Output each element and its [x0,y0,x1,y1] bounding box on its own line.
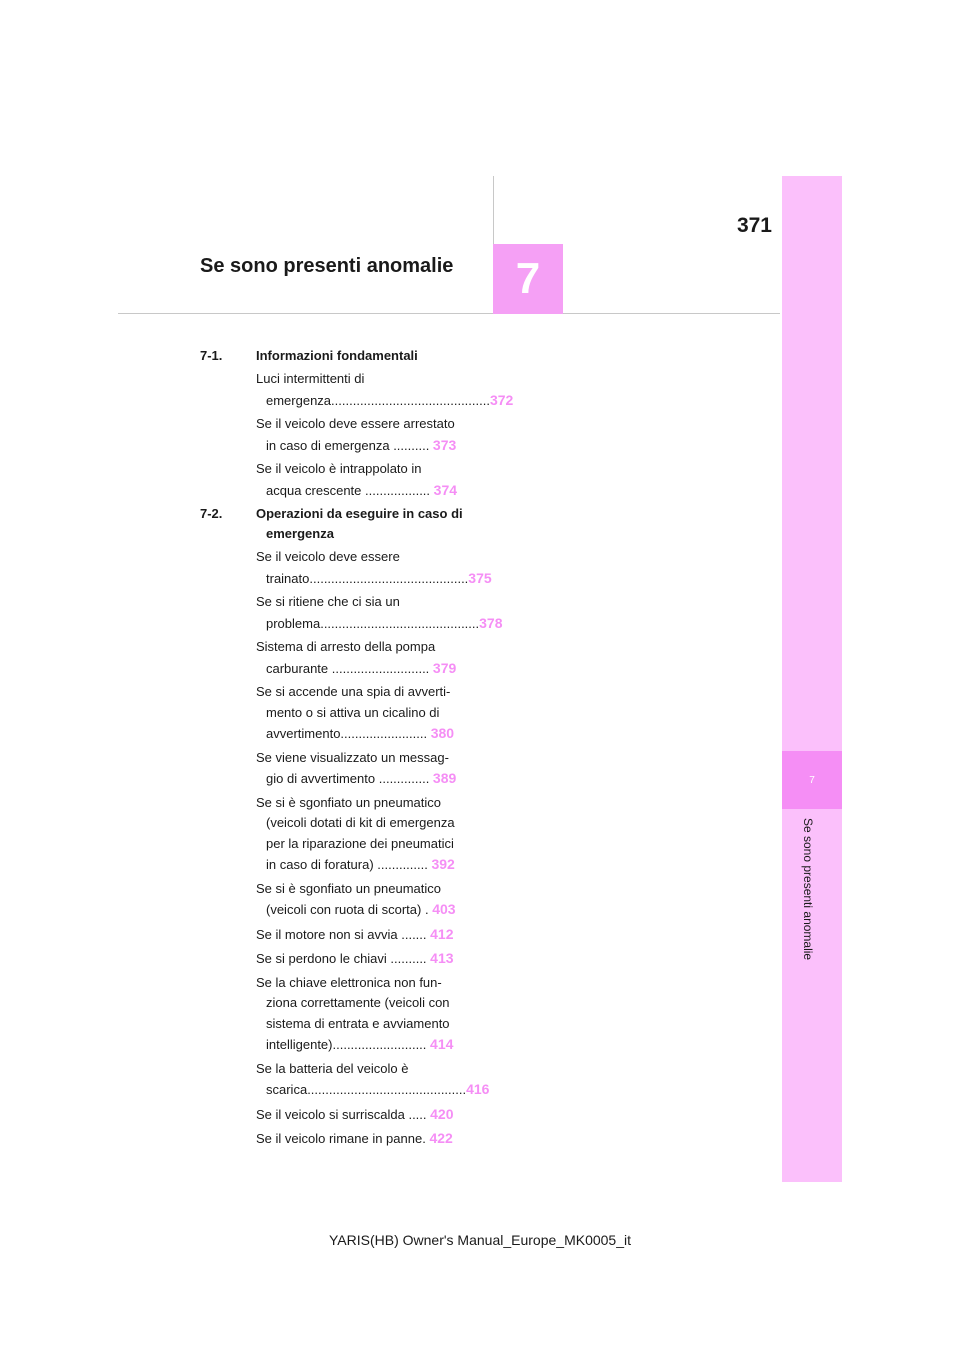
toc-entry-title: Se si è sgonfiato un pneumatico (veicoli dotati di kit di emergenza per la riparazione dei pneumatici in caso di foratura) [256,794,455,873]
section-heading-title: Informazioni fondamentali [256,348,418,363]
page-reference-link[interactable]: 380 [430,725,455,742]
toc-entry-title: Se la chiave elettronica non fun- ziona correttamente (veicoli con sistema di entrata e avviamento intelligente) [256,974,450,1053]
page-reference-link[interactable]: 403 [432,901,456,918]
toc-entry-title: Se viene visualizzato un messag- gio di avvertimento [256,749,449,787]
toc-entry-title: Se il motore non si avvia [256,926,398,942]
toc-entry[interactable] [256,682,470,745]
leader-dots: .......................... [332,1037,431,1053]
page-reference-link[interactable]: 375 [468,569,492,586]
table-of-contents [200,343,514,1153]
toc-entry[interactable] [256,948,470,970]
section-heading-title: Operazioni da eseguire in caso di emergenza [256,506,463,542]
page-reference-link[interactable]: 416 [466,1081,490,1098]
toc-entry-title: Se la batteria del veicolo è scarica [256,1060,409,1098]
toc-entry[interactable] [256,459,470,501]
section-number: 7-2. [200,506,223,522]
toc-entry-title: Se il veicolo si surriscalda [256,1106,405,1122]
page-reference-link[interactable]: 413 [430,950,454,967]
toc-entry[interactable] [256,414,470,456]
header-horizontal-rule [118,313,780,314]
toc-entry[interactable] [256,592,503,634]
toc-entry-title: Se il veicolo rimane in panne. [256,1131,426,1147]
toc-entry[interactable] [256,1128,470,1150]
page-reference-link[interactable]: 378 [479,614,503,631]
page-reference-link[interactable]: 374 [433,481,458,498]
section-title: Se sono presenti anomalie [200,255,454,277]
leader-dots: ..... [404,1106,431,1122]
toc-entry[interactable] [256,369,514,411]
toc-entry[interactable] [256,924,470,946]
leader-dots: ............................................ [320,615,480,631]
page-number: 371 [736,214,772,237]
page-reference-link[interactable]: 392 [431,856,455,873]
header-vertical-rule [493,176,494,244]
leader-dots: . [421,902,433,918]
toc-entry[interactable] [256,637,470,679]
page-reference-link[interactable]: 373 [432,436,457,453]
leader-dots: .......... [389,437,433,453]
toc-section-heading [200,504,470,544]
page-reference-link[interactable]: 420 [430,1105,454,1122]
section-number: 7-1. [200,348,223,363]
page-reference-link[interactable]: 412 [430,925,454,942]
footer-text: YARIS(HB) Owner's Manual_Europe_MK0005_it [329,1232,631,1248]
toc-entry[interactable] [256,547,492,589]
toc-entry-title: Se il veicolo è intrappolato in acqua crescente [256,460,422,498]
side-index-strip [782,176,842,1182]
toc-entry-title: Se si perdono le chiavi [256,951,387,967]
toc-entry-title: Se si è sgonfiato un pneumatico (veicoli con ruota di scorta) [256,880,442,918]
toc-entry[interactable] [256,1059,490,1101]
toc-entry[interactable] [256,748,470,790]
toc-entry-title: Se il veicolo deve essere arrestato in caso di emergenza [256,415,455,453]
leader-dots: .......... [386,951,431,967]
leader-dots: .................. [361,482,434,498]
toc-entry-title: Sistema di arresto della pompa carburante [256,639,436,676]
page-reference-link[interactable]: 372 [489,391,514,408]
toc-entry-title: Se il veicolo deve essere trainato [256,549,400,586]
leader-dots: .............. [373,857,432,873]
side-chapter-tab[interactable]: 7 [782,751,842,809]
leader-dots: ............................................ [307,1082,467,1098]
toc-section-heading [200,346,470,366]
toc-entry[interactable] [256,973,470,1056]
side-chapter-label: Se sono presenti anomalie [801,818,815,961]
leader-dots: ............................................ [309,570,469,586]
toc-entry-title: Luci intermittenti di emergenza [256,371,365,408]
toc-entry[interactable] [256,1104,470,1126]
chapter-number-box: 7 [493,244,563,314]
toc-entry[interactable] [256,879,470,921]
toc-entry[interactable] [256,793,470,876]
toc-entry-title: Se si accende una spia di avverti- mento o si attiva un cicalino di avvertimento [256,684,451,742]
leader-dots: ........................ [340,726,431,742]
leader-dots: .............. [375,771,433,787]
leader-dots: ....... [397,926,431,942]
toc-entry-title: Se si ritiene che ci sia un problema [256,594,400,631]
page-reference-link[interactable]: 414 [430,1036,454,1053]
page-reference-link[interactable]: 389 [432,770,457,787]
leader-dots: ........................... [328,660,433,676]
page-reference-link[interactable]: 379 [432,659,457,676]
leader-dots: ............................................ [331,392,490,408]
page-reference-link[interactable]: 422 [429,1130,453,1147]
